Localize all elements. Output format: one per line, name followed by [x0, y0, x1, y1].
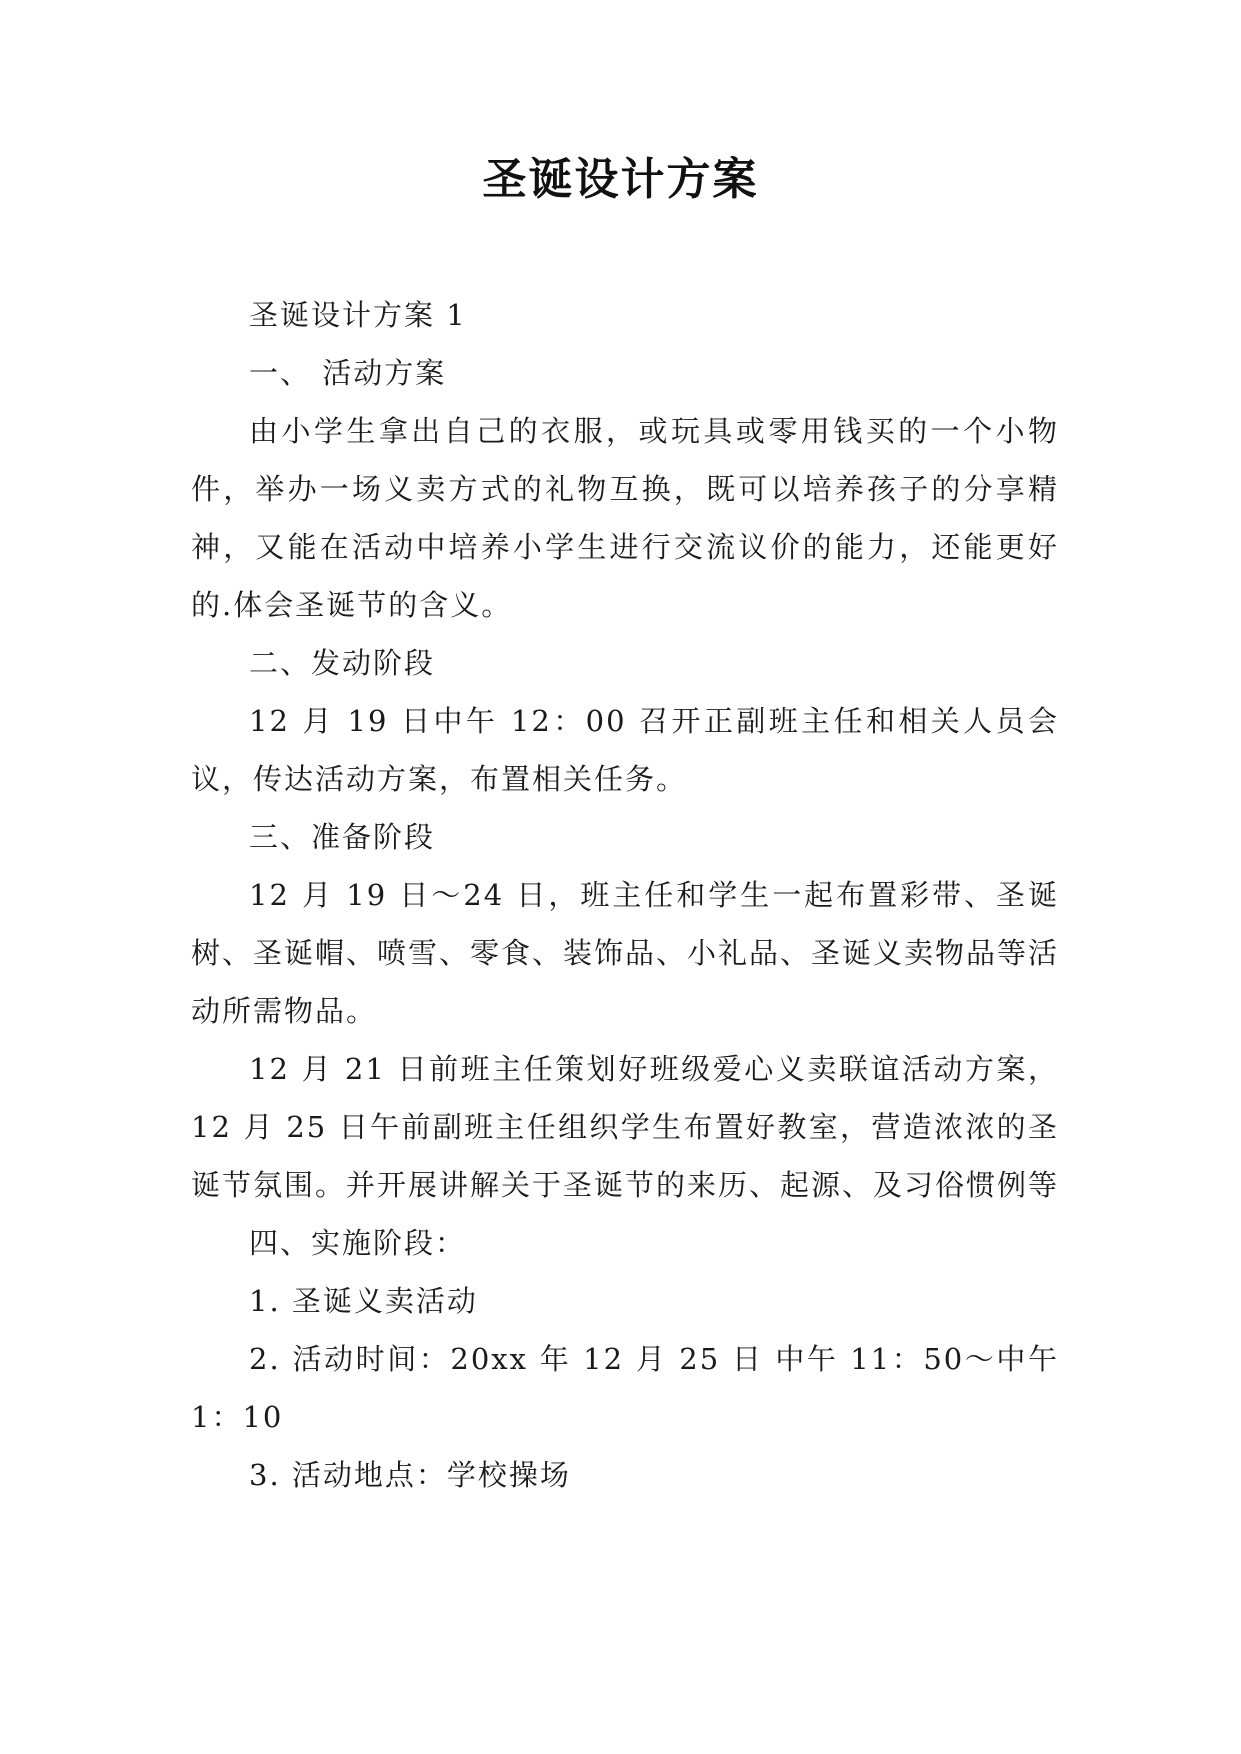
list-item-activity-time: 2. 活动时间：20xx 年 12 月 25 日 中午 11：50～中午 1：10	[191, 1342, 1059, 1434]
document-title: 圣诞设计方案	[482, 154, 759, 205]
paragraph-heading-activity-plan: 一、 活动方案	[249, 356, 447, 390]
paragraph-mobilization: 12 月 19 日中午 12：00 召开正副班主任和相关人员会议，传达活动方案，布置相关任务。	[191, 704, 1059, 796]
document-body	[191, 286, 1059, 1504]
paragraph-preparation-2: 12 月 21 日前班主任策划好班级爱心义卖联谊活动方案，12 月 25 日午前副班主任组织学生布置好教室，营造浓浓的圣诞节氛围。并开展讲解关于圣诞节的来历、起源、及习俗惯例等	[191, 1052, 1060, 1202]
list-item-charity-sale: 1. 圣诞义卖活动	[249, 1284, 478, 1318]
paragraph-activity-plan: 由小学生拿出自己的衣服，或玩具或零用钱买的一个小物件，举办一场义卖方式的礼物互换，既可以培养孩子的分享精神，又能在活动中培养小学生进行交流议价的能力，还能更好的.体会圣诞节的含义。	[191, 414, 1059, 622]
paragraph-heading-preparation: 三、准备阶段	[249, 820, 436, 854]
paragraph-section-heading: 圣诞设计方案 1	[249, 298, 467, 332]
paragraph-preparation-1: 12 月 19 日～24 日，班主任和学生一起布置彩带、圣诞树、圣诞帽、喷雪、零食、装饰品、小礼品、圣诞义卖物品等活动所需物品。	[191, 878, 1060, 1028]
list-item-activity-location: 3. 活动地点：学校操场	[249, 1458, 571, 1492]
paragraph-heading-implementation: 四、实施阶段：	[249, 1226, 467, 1260]
paragraph-heading-mobilization: 二、发动阶段	[249, 646, 436, 680]
